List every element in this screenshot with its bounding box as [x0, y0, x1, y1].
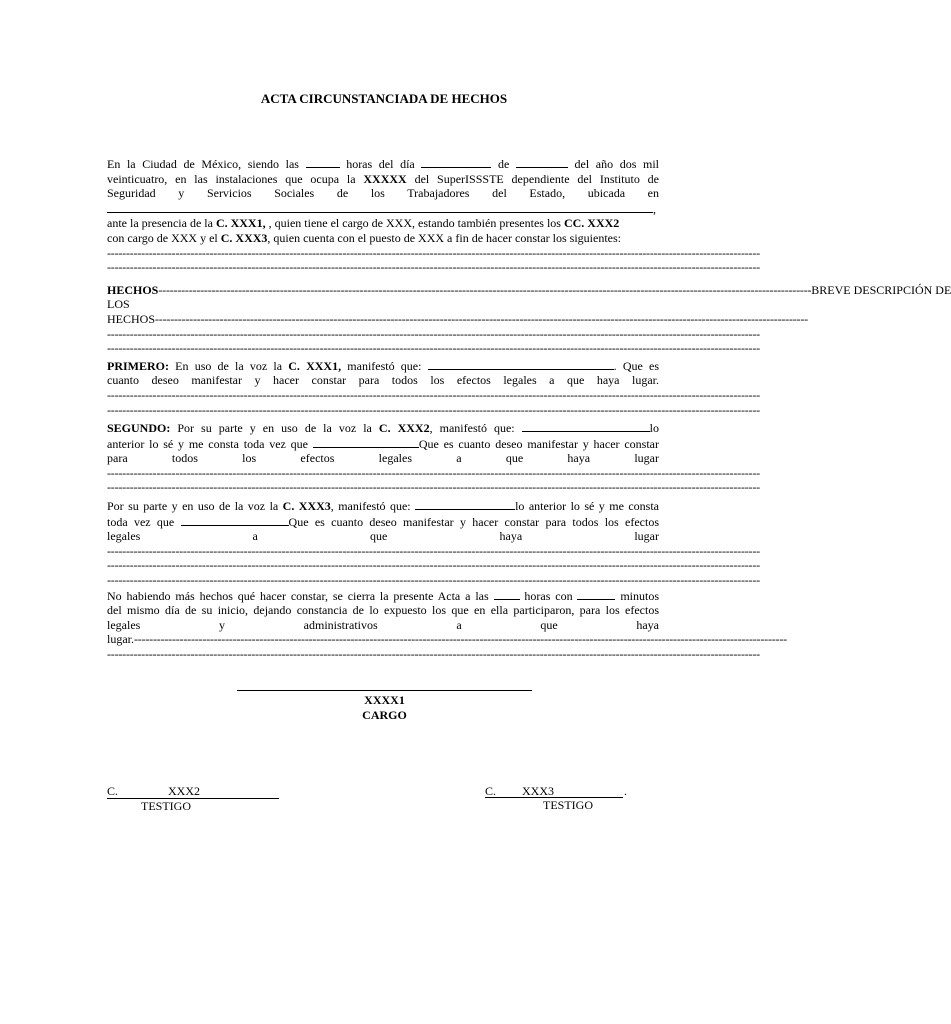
- segundo-line-2: anterior lo sé y me consta toda vez que Que es cuanto deseo manifestar y hacer constar: [107, 436, 659, 451]
- intro-line-4: ,: [107, 201, 659, 217]
- main-signature: [237, 690, 532, 722]
- dash-line: ----------------------------------------------------------------------------------------------------------------------------------------------------------------------------: [107, 465, 760, 480]
- witness-2-role: TESTIGO: [543, 798, 593, 812]
- blank-reason-3: [181, 514, 289, 526]
- blank-statement-2: [522, 420, 650, 432]
- blank-month: [516, 156, 568, 168]
- blank-statement-3: [415, 498, 515, 510]
- intro-line-3: Seguridad y Servicios Sociales de los Trabajadores del Estado, ubicada en: [107, 186, 659, 201]
- cierre-line-4: lugar. ----------------------------------------------------------------------------------------------------------------------------------------------------------------------------: [107, 632, 787, 647]
- segundo-section: [107, 420, 760, 495]
- primero-line-2: cuanto deseo manifestar y hacer constar para todos los efectos legales a que haya lugar.: [107, 373, 659, 388]
- dash-line: ----------------------------------------------------------------------------------------------------------------------------------------------------------------------------: [107, 326, 760, 341]
- dash-line: ----------------------------------------------------------------------------------------------------------------------------------------------------------------------------: [107, 558, 760, 573]
- primero-line-1: PRIMERO: En uso de la voz la C. XXX1, manifestó que: . Que es: [107, 358, 659, 373]
- dash-line: ----------------------------------------------------------------------------------------------------------------------------------------------------------------------------: [107, 573, 760, 588]
- segundo-line-3: para todos los efectos legales a que haya lugar: [107, 451, 659, 466]
- primero-section: [107, 358, 760, 417]
- dash-line: ----------------------------------------------------------------------------------------------------------------------------------------------------------------------------: [107, 480, 760, 495]
- cierre-section: [107, 588, 787, 662]
- signature-name: XXXX1: [364, 693, 405, 707]
- document-body: [107, 156, 951, 662]
- tercero-line-2: toda vez que Que es cuanto deseo manifestar y hacer constar para todos los efectos: [107, 514, 659, 529]
- blank-close-minutes: [577, 588, 615, 600]
- intro-line-6: con cargo de XXX y el C. XXX3, quien cuenta con el puesto de XXX a fin de hacer constar los siguientes:: [107, 230, 621, 245]
- dash-line: ----------------------------------------------------------------------------------------------------------------------------------------------------------------------------: [107, 543, 760, 558]
- cierre-line-2: del mismo día de su inicio, dejando constancia de lo expuesto los que en ella participaron, para los efectos: [107, 603, 659, 618]
- cierre-line-1: No habiendo más hechos qué hacer constar, se cierra la presente Acta a las horas con minutos: [107, 588, 660, 603]
- dash-line: ----------------------------------------------------------------------------------------------------------------------------------------------------------------------------: [107, 245, 760, 260]
- witness-1-line: C. XXX2: [107, 784, 279, 799]
- tercero-line-3: legales a que haya lugar: [107, 529, 659, 544]
- blank-close-hour: [494, 588, 520, 600]
- witness-2-line: C. XXX3 .: [485, 784, 628, 798]
- hechos-section: [107, 282, 951, 356]
- signature-role: CARGO: [362, 707, 407, 722]
- intro-paragraph: [107, 156, 760, 275]
- tercero-section: [107, 498, 760, 588]
- witness-1-role: TESTIGO: [141, 799, 191, 813]
- signature-line: [237, 690, 532, 691]
- dash-line: ----------------------------------------------------------------------------------------------------------------------------------------------------------------------------: [107, 387, 760, 402]
- witness-2: [485, 784, 627, 813]
- blank-hour: [306, 156, 340, 168]
- blank-address: [107, 201, 653, 213]
- hechos-line-3: HECHOS ----------------------------------------------------------------------------------------------------------------------------------------------------------------------------: [107, 311, 808, 326]
- dash-line: ----------------------------------------------------------------------------------------------------------------------------------------------------------------------------: [107, 647, 760, 661]
- segundo-line-1: SEGUNDO: Por su parte y en uso de la voz la C. XXX2, manifestó que: lo: [107, 421, 660, 436]
- hechos-line-1: HECHOS ---------------------------------------------------------------------------------------------------------------------------------------------------------------------------- BREVE DESCRIPCIÓN DE: [107, 282, 951, 297]
- cierre-line-3: legales y administrativos a que haya: [107, 617, 659, 632]
- intro-line-2: veinticuatro, en las instalaciones que ocupa la XXXXX del SuperISSSTE dependiente del Instituto de: [107, 171, 659, 186]
- tercero-line-1: Por su parte y en uso de la voz la C. XXX3, manifestó que: lo anterior lo sé y me consta: [107, 499, 659, 514]
- dash-line: ----------------------------------------------------------------------------------------------------------------------------------------------------------------------------: [107, 260, 760, 275]
- intro-line-5: ante la presencia de la C. XXX1, , quien tiene el cargo de XXX, estando también presentes los CC. XXX2: [107, 216, 620, 231]
- intro-line-1: En la Ciudad de México, siendo las horas del día de del año dos mil: [107, 157, 660, 171]
- blank-statement-1: [428, 358, 614, 370]
- dash-line: ----------------------------------------------------------------------------------------------------------------------------------------------------------------------------: [107, 402, 760, 417]
- blank-day: [421, 156, 491, 168]
- dash-line: ----------------------------------------------------------------------------------------------------------------------------------------------------------------------------: [107, 341, 760, 356]
- hechos-line-2: LOS: [107, 297, 130, 312]
- document-title: ACTA CIRCUNSTANCIADA DE HECHOS: [260, 91, 508, 106]
- blank-reason-2: [313, 436, 419, 448]
- witness-1: [107, 784, 279, 814]
